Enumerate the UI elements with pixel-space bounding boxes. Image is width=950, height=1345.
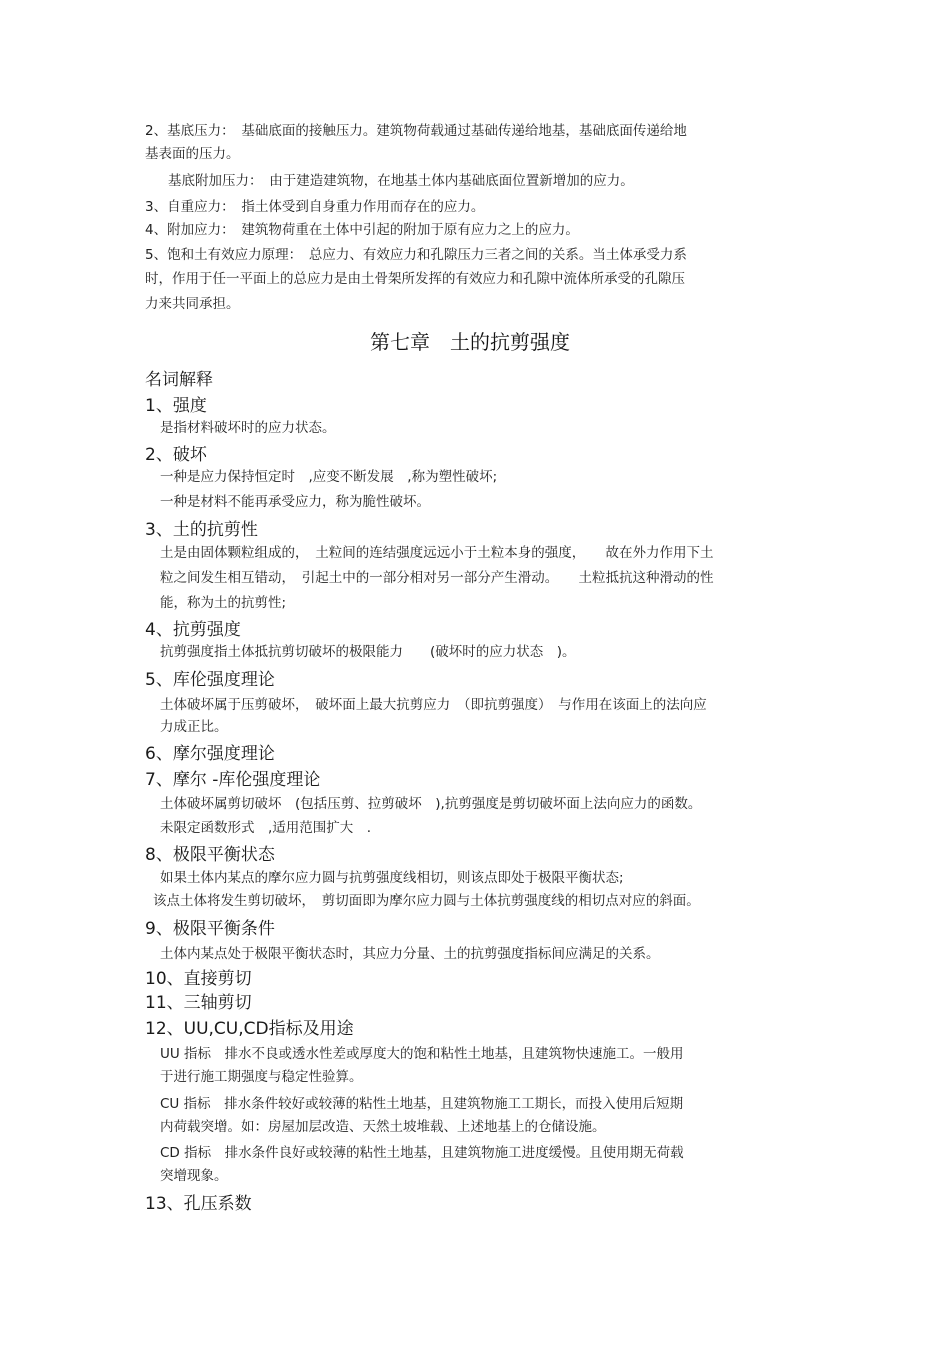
- term-heading-1: 1、强度: [145, 396, 207, 416]
- top-line-4: 3、自重应力： 指土体受到自身重力作用而存在的应力。: [145, 199, 485, 215]
- cu-desc-2: 内荷载突增。如：房屋加层改造、天然土坡堆载、上述地基上的仓储设施。: [160, 1119, 606, 1135]
- top-line-3: 基底附加压力： 由于建造建筑物，在地基土体内基础底面位置新增加的应力。: [168, 173, 634, 189]
- term-heading-4: 4、抗剪强度: [145, 620, 241, 640]
- term-heading-2: 2、破坏: [145, 445, 207, 465]
- cu-desc-1: CU 指标 排水条件较好或较薄的粘性土地基，且建筑物施工工期长，而投入使用后短期: [160, 1096, 684, 1112]
- term-desc: 力成正比。: [160, 719, 228, 735]
- cd-desc-2: 突增现象。: [160, 1168, 228, 1184]
- term-heading-3: 3、土的抗剪性: [145, 520, 258, 540]
- term-desc: 一种是应力保持恒定时 ,应变不断发展 ,称为塑性破坏;: [160, 469, 498, 485]
- term-heading-5: 5、库伦强度理论: [145, 670, 275, 690]
- top-line-5: 4、附加应力： 建筑物荷重在土体中引起的附加于原有应力之上的应力。: [145, 222, 579, 238]
- top-line-1: 2、基底压力： 基础底面的接触压力。建筑物荷载通过基础传递给地基，基础底面传递给地: [145, 123, 687, 139]
- term-heading-12: 12、UU,CU,CD指标及用途: [145, 1019, 354, 1039]
- term-desc: 如果土体内某点的摩尔应力圆与抗剪强度线相切，则该点即处于极限平衡状态;: [160, 870, 624, 886]
- term-desc: 粒之间发生相互错动， 引起土中的一部分相对另一部分产生滑动。 土粒抵抗这种滑动的性: [160, 570, 714, 586]
- term-desc: 土是由固体颗粒组成的， 土粒间的连结强度远远小于土粒本身的强度， 故在外力作用下土: [160, 545, 714, 561]
- chapter-title: 第七章 土的抗剪强度: [370, 330, 570, 354]
- term-heading-6: 6、摩尔强度理论: [145, 744, 275, 764]
- term-heading-9: 9、极限平衡条件: [145, 919, 275, 939]
- term-heading-8: 8、极限平衡状态: [145, 845, 275, 865]
- term-desc: 是指材料破坏时的应力状态。: [160, 420, 336, 436]
- top-line-8: 力来共同承担。: [145, 296, 240, 312]
- term-desc: 土体破坏属于压剪破坏， 破坏面上最大抗剪应力 （即抗剪强度） 与作用在该面上的法向应: [160, 697, 707, 713]
- term-desc: 土体破坏属剪切破坏 (包括压剪、拉剪破坏 ),抗剪强度是剪切破坏面上法向应力的函数。: [160, 796, 702, 812]
- top-line-7: 时，作用于任一平面上的总应力是由土骨架所发挥的有效应力和孔隙中流体所承受的孔隙压: [145, 271, 685, 287]
- term-heading-13: 13、孔压系数: [145, 1194, 252, 1214]
- cd-desc-1: CD 指标 排水条件良好或较薄的粘性土地基，且建筑物施工进度缓慢。且使用期无荷载: [160, 1145, 684, 1161]
- term-desc: 抗剪强度指土体抵抗剪切破坏的极限能力 (破坏时的应力状态 )。: [160, 644, 576, 660]
- term-desc: 能，称为土的抗剪性;: [160, 595, 287, 611]
- top-line-2: 基表面的压力。: [145, 146, 240, 162]
- section-title: 名词解释: [145, 370, 213, 390]
- term-desc: 未限定函数形式 ,适用范围扩大 .: [160, 820, 372, 836]
- uu-desc-1: UU 指标 排水不良或透水性差或厚度大的饱和粘性土地基，且建筑物快速施工。一般用: [160, 1046, 684, 1062]
- term-desc: 土体内某点处于极限平衡状态时，其应力分量、土的抗剪强度指标间应满足的关系。: [160, 946, 660, 962]
- top-line-6: 5、饱和土有效应力原理： 总应力、有效应力和孔隙压力三者之间的关系。当土体承受力系: [145, 247, 687, 263]
- uu-desc-2: 于进行施工期强度与稳定性验算。: [160, 1069, 363, 1085]
- term-desc: 一种是材料不能再承受应力，称为脆性破坏。: [160, 494, 430, 510]
- term-desc: 该点土体将发生剪切破坏， 剪切面即为摩尔应力圆与土体抗剪强度线的相切点对应的斜面。: [153, 893, 700, 909]
- term-heading-10: 10、直接剪切: [145, 969, 252, 989]
- term-heading-7: 7、摩尔 -库伦强度理论: [145, 770, 321, 790]
- term-heading-11: 11、三轴剪切: [145, 993, 252, 1013]
